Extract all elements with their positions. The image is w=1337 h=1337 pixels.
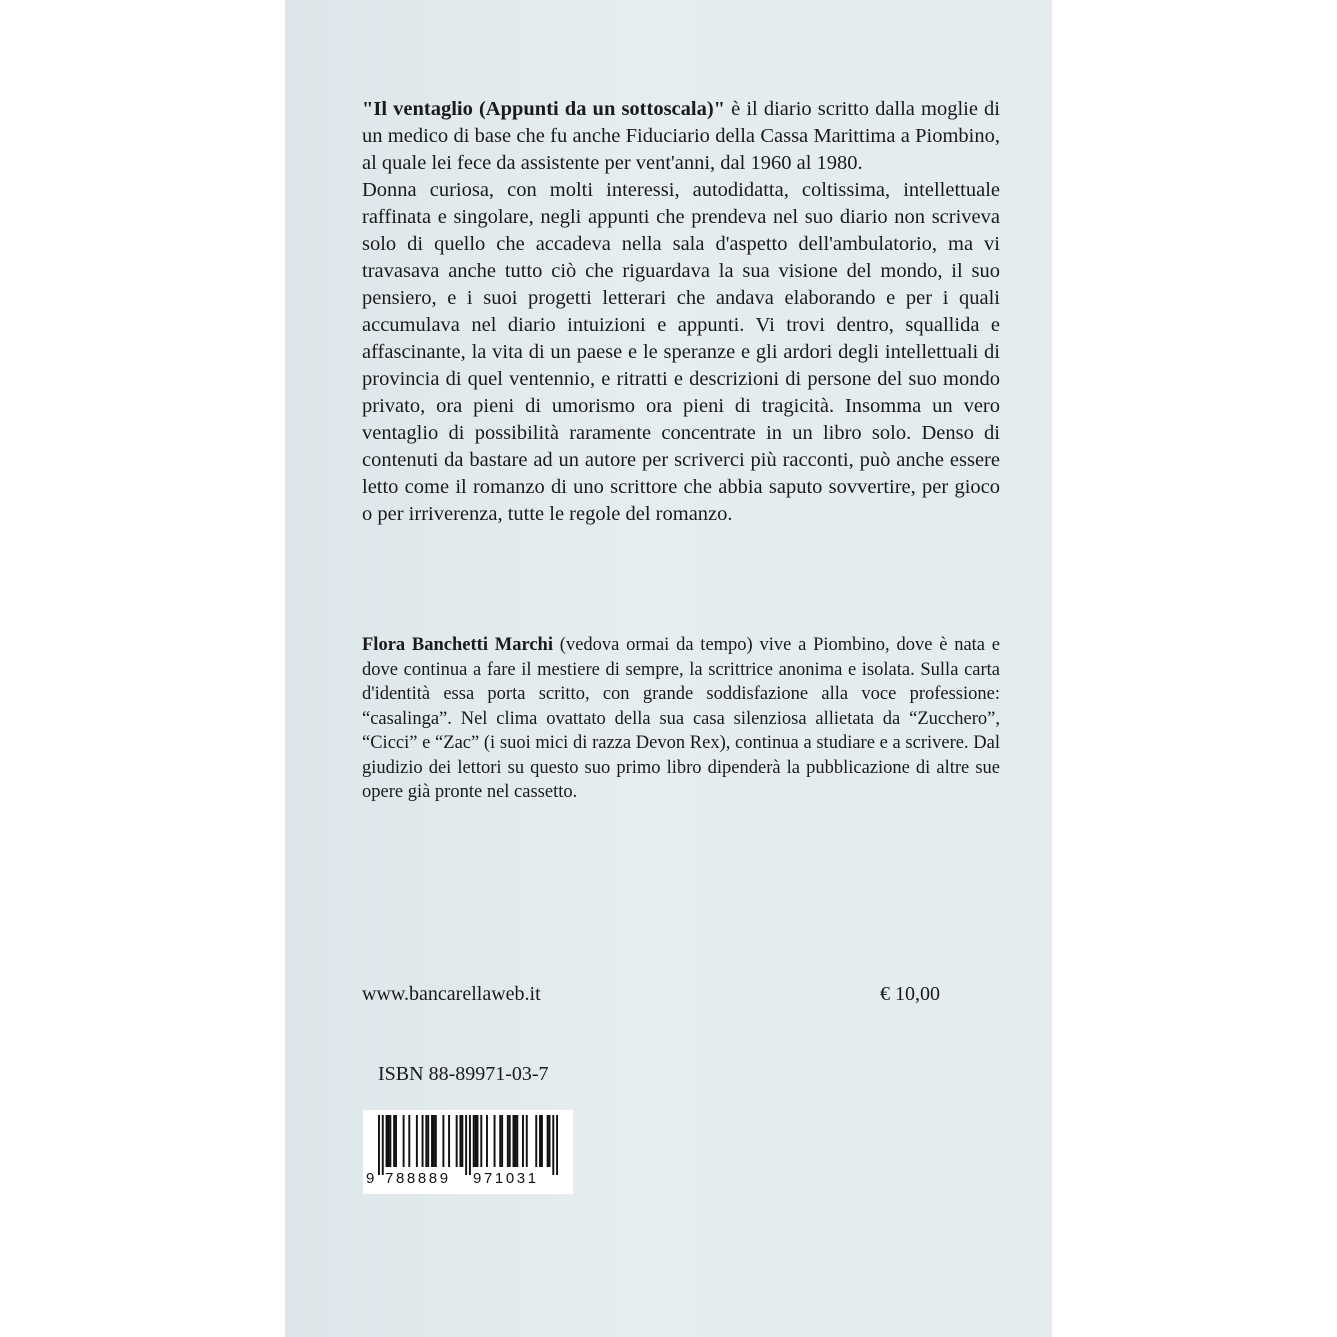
barcode-bar (507, 1115, 509, 1167)
barcode-bar (541, 1115, 543, 1167)
barcode-bar (387, 1115, 389, 1167)
publisher-website: www.bancarellaweb.it (362, 983, 541, 1005)
barcode-bar (535, 1115, 537, 1167)
blurb-intro: è il diario scritto dalla moglie di un medico di base che fu anche Fiduciario della Cassa Marittima a Piombino, al quale lei fece da assistente per vent'anni, dal 1960 al 1980. (362, 98, 1000, 174)
barcode-bar (393, 1115, 395, 1167)
barcode-bar (425, 1115, 427, 1167)
barcode-bar (442, 1115, 444, 1167)
barcode-bar (547, 1115, 549, 1167)
barcode-bar (459, 1115, 461, 1167)
barcode-bar (456, 1115, 458, 1167)
barcode-bar (427, 1115, 429, 1167)
barcode-bar (378, 1115, 380, 1175)
barcode-bar (461, 1115, 463, 1167)
barcode-bar (501, 1115, 503, 1167)
book-title: "Il ventaglio (Appunti da un sottoscala)" (362, 98, 726, 120)
barcode-bar (389, 1115, 391, 1167)
barcode-bar (509, 1115, 511, 1167)
barcode (363, 1110, 573, 1194)
barcode-bar (469, 1115, 471, 1175)
barcode-bar (382, 1115, 384, 1175)
barcode-bar (477, 1115, 479, 1167)
author-bio-text: (vedova ormai da tempo) vive a Piombino, dove è nata e dove continua a fare il mestiere di sempre, la scrittrice anonima e isolata. Sulla carta d'identità essa porta scritto, con grande soddisfazione alla voce professione: “casalinga”. Nel clima ovattato della sua casa silenziosa allietata da “Zucchero”, “Cicci” e “Zac” (i suoi mici di razza Devon Rex), continua a studiare e a scrivere. Dal giudizio dei lettori su questo suo primo libro dipenderà la pubblicazione di altre sue opere già pronte nel cassetto. (362, 635, 1000, 802)
barcode-bar (494, 1115, 496, 1167)
barcode-bar (433, 1115, 435, 1167)
isbn: ISBN 88-89971-03-7 (378, 1063, 549, 1085)
barcode-bar (448, 1115, 450, 1167)
barcode-bar (403, 1115, 405, 1167)
barcode-bar (526, 1115, 528, 1167)
barcode-bar (513, 1115, 515, 1167)
barcode-bar (522, 1115, 524, 1167)
barcode-bar (539, 1115, 541, 1167)
barcode-bar (552, 1115, 554, 1175)
barcode-first-digit: 9 (366, 1170, 375, 1187)
author-bio-paragraph (362, 633, 1000, 805)
barcode-bar (408, 1115, 410, 1167)
author-bio (362, 633, 1000, 805)
barcode-bar (395, 1115, 397, 1167)
price: € 10,00 (880, 983, 940, 1005)
blurb-paragraph-1 (362, 96, 1000, 177)
barcode-bar (480, 1115, 482, 1167)
barcode-bar (556, 1115, 558, 1175)
barcode-bar (486, 1115, 488, 1167)
barcode-bar (386, 1115, 388, 1167)
barcode-bar (514, 1115, 516, 1167)
barcode-bar (475, 1115, 477, 1167)
barcode-bar (516, 1115, 518, 1167)
barcode-bar (435, 1115, 437, 1167)
barcode-bar (473, 1115, 475, 1167)
barcode-bar (422, 1115, 424, 1167)
barcode-left-digits: 788889 (385, 1170, 451, 1187)
book-blurb (362, 96, 1000, 528)
blurb-paragraph-2: Donna curiosa, con molti interessi, autodidatta, coltissima, intellettuale raffinata e singolare, negli appunti che prendeva nel suo diario non scriveva solo di quello che accadeva nella sala d'aspetto dell'ambulatorio, ma vi travasava anche tutto ciò che riguardava la sua visione del mondo, il suo pensiero, e i suoi progetti letterari che andava elaborando e per i quali accumulava nel diario intuizioni e appunti. Vi trovi dentro, squallida e affascinante, la vita di un paese e le speranze e gli ardori degli intellettuali di provincia di quel ventennio, e ritratti e descrizioni di persone del suo mondo privato, ora pieni di umorismo ora pieni di tragicità. Insomma un vero ventaglio di possibilità raramente concentrate in un libro solo. Denso di contenuti da bastare ad un autore per scriverci più racconti, può anche essere letto come il romanzo di uno scrittore che abbia saputo sovvertire, per gioco o per irriverenza, tutte le regole del romanzo. (362, 179, 1000, 525)
barcode-bar (499, 1115, 501, 1167)
barcode-bar (416, 1115, 418, 1167)
barcode-bar (465, 1115, 467, 1175)
barcode-bars (378, 1115, 558, 1175)
barcode-bar (549, 1115, 551, 1167)
barcode-bar (431, 1115, 433, 1167)
author-name: Flora Banchetti Marchi (362, 635, 553, 655)
barcode-right-digits: 971031 (473, 1170, 539, 1187)
barcode-number (363, 1168, 573, 1190)
